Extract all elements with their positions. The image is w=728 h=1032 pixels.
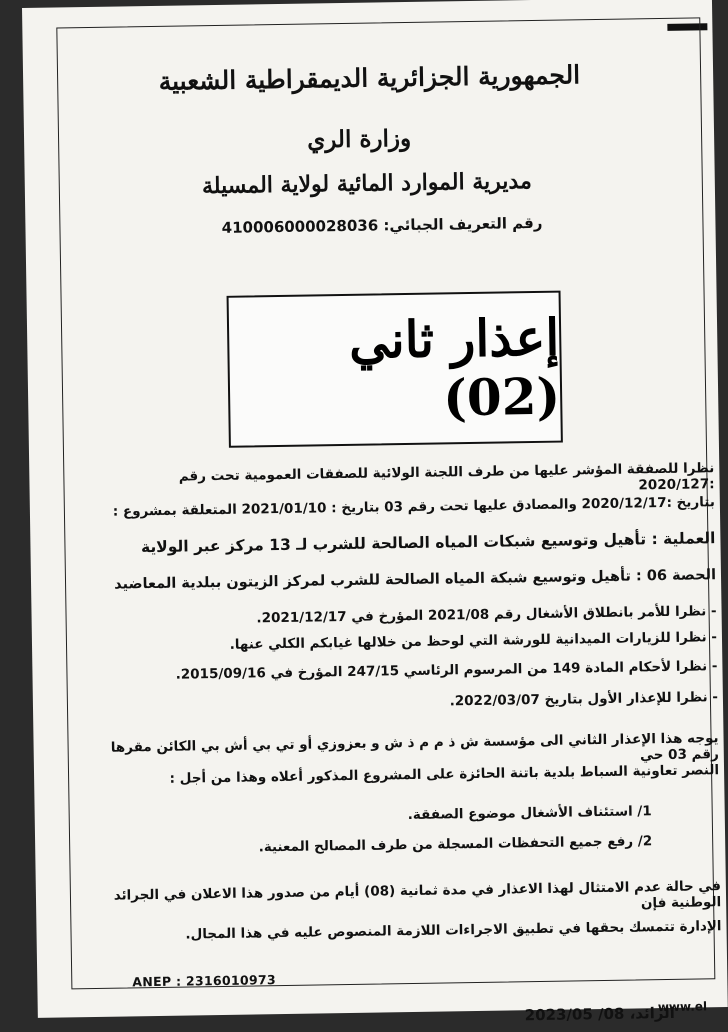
body-line: بتاريخ :2020/12/17 والمصادق عليها تحت رقم 03 بتاريخ : 2021/01/10 المتعلقة بمشروع : <box>112 494 715 520</box>
body-line: نظرا للصفقة المؤشر عليها من طرف اللجنة الولائية للصفقات العمومية تحت رقم :2020/127 <box>178 460 715 494</box>
notice-title-box <box>227 291 563 448</box>
newspaper-date: الرائد، 08/ 2023/05 <box>524 1003 676 1025</box>
body-line: النصر تعاونية السباط بلدية باتنة الحائزة على المشروع المذكور أعلاه وهذا من أجل : <box>169 762 720 787</box>
body-line: - نظرا لأحكام المادة 149 من المرسوم الرئاسي 247/15 المؤرخ في 2015/09/16. <box>175 658 718 683</box>
body-line: - نظرا للإعذار الأول بتاريخ 2022/03/07. <box>449 689 719 710</box>
body-line: الإدارة تتمسك بحقها في تطبيق الاجراءات اللازمة المنصوص عليه في هذا المجال. <box>185 918 722 943</box>
notice-title: إعذار ثاني (02) <box>348 307 561 428</box>
body-line: يوجه هذا الإعذار الثاني الى مؤسسة ش ذ م م ذ ش و بعزوزي أو تي بي أش بي الكائن مقرها رقم 03 حي <box>110 730 719 764</box>
tax-id: رقم التعريف الجبائي: 410006000028036 <box>221 213 543 237</box>
anep-reference: ANEP : 2316010973 <box>132 972 277 990</box>
list-item: 2/ رفع جميع التحفظات المسجلة من طرف المصالح المعنية. <box>258 833 653 856</box>
operation-line: العملية : تأهيل وتوسيع شبكات المياه الصالحة للشرب لـ 13 مركز عبر الولاية <box>140 529 716 557</box>
list-item: 1/ استئناف الأشغال موضوع الصفقة. <box>407 803 652 824</box>
website-link[interactable]: www.el <box>657 999 708 1015</box>
body-line: - نظرا للزيارات الميدانية للورشة التي لوحظ من خلالها غيابكم الكلي عنها. <box>229 629 718 653</box>
ministry-heading: وزارة الري <box>307 124 412 154</box>
lot-line: الحصة 06 : تأهيل وتوسيع شبكة المياه الصالحة للشرب لمركز الزيتون ببلدية المعاضيد <box>114 567 717 593</box>
body-line: في حالة عدم الامتثال لهذا الاعذار في مدة ثمانية (08) أيام من صدور هذا الاعلان في الجرائد الوطنية فإن <box>113 878 722 912</box>
body-line: - نظرا للأمر بانطلاق الأشغال رقم 2021/08 المؤرخ في 2021/12/17. <box>256 603 717 627</box>
newspaper-page <box>22 0 728 1025</box>
directorate-heading: مديرية الموارد المائية لولاية المسيلة <box>201 168 532 200</box>
republic-heading: الجمهورية الجزائرية الديمقراطية الشعبية <box>158 60 581 96</box>
